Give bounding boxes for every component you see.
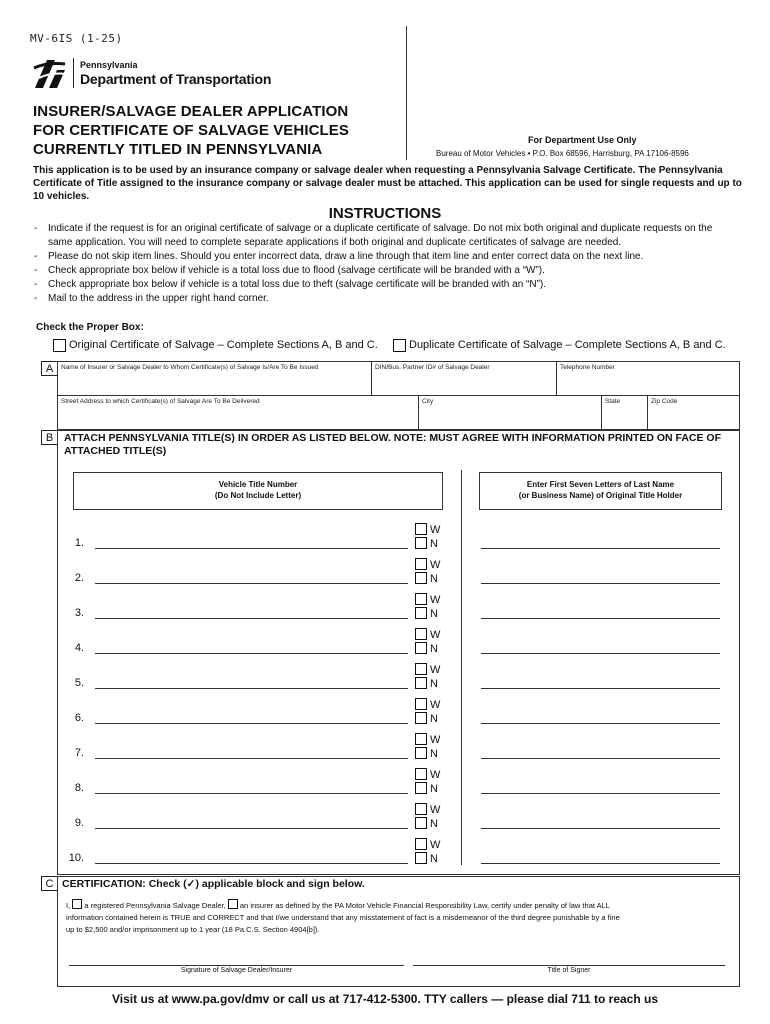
title-number-field[interactable] xyxy=(95,863,408,864)
row-number: 1. xyxy=(74,537,84,549)
section-a-row-divider xyxy=(57,395,740,396)
flood-w-option xyxy=(415,838,440,852)
theft-n-label: N xyxy=(430,608,438,620)
flood-w-label: W xyxy=(430,734,441,746)
last-name-field[interactable] xyxy=(481,828,720,829)
instruction-item: - Check appropriate box below if vehicle is a total loss due to theft (salvage certificate will be branded with an “N”). xyxy=(33,278,738,292)
signature-label: Signature of Salvage Dealer/Insurer xyxy=(180,967,293,974)
instruction-item: - Indicate if the request is for an original certificate of salvage or a duplicate certificate of salvage. Do not mix both original and duplicate requests on the same application. You will need to complete separate applications if both original and duplicate certificates of salvage are needed. xyxy=(33,222,738,250)
flood-theft-checkboxes xyxy=(415,768,440,796)
city-field[interactable] xyxy=(419,408,600,429)
zip-label: Zip Code xyxy=(651,398,678,405)
theft-n-label: N xyxy=(430,748,438,760)
theft-n-checkbox[interactable] xyxy=(415,782,427,794)
flood-w-checkbox[interactable] xyxy=(415,628,427,640)
row-number: 9. xyxy=(74,817,84,829)
flood-w-option xyxy=(415,558,440,572)
theft-n-label: N xyxy=(430,818,438,830)
header-divider xyxy=(406,26,407,160)
theft-n-checkbox[interactable] xyxy=(415,712,427,724)
bureau-address: Bureau of Motor Vehicles • P.O. Box 68596, Harrisburg, PA 17106-8596 xyxy=(436,149,689,158)
title-of-signer-line xyxy=(413,965,725,966)
theft-n-option xyxy=(415,852,440,866)
duplicate-certificate-checkbox[interactable] xyxy=(393,339,406,352)
insurer-name-label: Name of Insurer or Salvage Dealer to Whom Certificate(s) of Salvage Is/Are To Be Issued xyxy=(61,364,319,371)
certification-i: I, xyxy=(66,901,71,910)
title-of-signer-label: Title of Signer xyxy=(547,967,591,974)
last-name-field[interactable] xyxy=(481,688,720,689)
last-name-field[interactable] xyxy=(481,758,720,759)
theft-n-label: N xyxy=(430,573,438,585)
row-number: 8. xyxy=(74,782,84,794)
certification-line: up to $2,500 and/or imprisonment up to 1 year (18 Pa.C.S. Section 4904[b]). xyxy=(66,925,320,934)
department-name: Department of Transportation xyxy=(80,71,272,87)
flood-w-checkbox[interactable] xyxy=(415,593,427,605)
row-number: 4. xyxy=(74,642,84,654)
flood-w-option xyxy=(415,733,440,747)
flood-w-label: W xyxy=(430,769,441,781)
column-header-line: (Do Not Include Letter) xyxy=(214,491,302,500)
title-line: CURRENTLY TITLED IN PENNSYLVANIA xyxy=(33,141,323,158)
vehicle-title-column-header xyxy=(73,472,443,510)
flood-theft-checkboxes xyxy=(415,523,440,551)
theft-n-checkbox[interactable] xyxy=(415,747,427,759)
title-number-field[interactable] xyxy=(95,583,408,584)
intro-text: This application is to be used by an insurance company or salvage dealer when requesting a Pennsylvania Salvage Certificate. The Pennsylvania Certificate of Title assigned to the insurance company or salvage dealer must be attached. This application can be used for single requests and up to 10 vehicles. xyxy=(33,165,742,202)
flood-w-option xyxy=(415,663,440,677)
column-header-line: (or Business Name) of Original Title Holder xyxy=(518,491,683,500)
telephone-field[interactable] xyxy=(557,374,739,394)
flood-w-label: W xyxy=(430,559,441,571)
flood-w-checkbox[interactable] xyxy=(415,803,427,815)
signature-line xyxy=(69,965,404,966)
theft-n-checkbox[interactable] xyxy=(415,817,427,829)
theft-n-label: N xyxy=(430,643,438,655)
flood-w-label: W xyxy=(430,594,441,606)
flood-w-checkbox[interactable] xyxy=(415,768,427,780)
last-name-field[interactable] xyxy=(481,583,720,584)
flood-theft-checkboxes xyxy=(415,593,440,621)
din-label: DIN/Bus. Partner ID# of Salvage Dealer xyxy=(375,364,490,371)
certification-body xyxy=(66,899,736,936)
insurer-name-field[interactable] xyxy=(58,374,370,394)
flood-theft-checkboxes xyxy=(415,628,440,656)
salvage-dealer-label: a registered Pennsylvania Salvage Dealer, xyxy=(84,901,226,910)
penndot-logo-icon xyxy=(33,58,67,90)
title-number-field[interactable] xyxy=(95,828,408,829)
theft-n-label: N xyxy=(430,713,438,725)
title-of-signer-field[interactable] xyxy=(413,945,725,964)
insurer-label: an insurer as defined by the PA Motor Vehicle Financial Responsibility Law, certify under penalty of law that ALL xyxy=(239,901,610,910)
flood-theft-checkboxes xyxy=(415,698,440,726)
title-number-field[interactable] xyxy=(95,723,408,724)
theft-n-checkbox[interactable] xyxy=(415,537,427,549)
last-name-field[interactable] xyxy=(481,618,720,619)
title-line: FOR CERTIFICATE OF SALVAGE VEHICLES xyxy=(33,122,350,139)
duplicate-certificate-label: Duplicate Certificate of Salvage – Complete Sections A, B and C. xyxy=(409,339,726,351)
city-label: City xyxy=(422,398,434,405)
state-name: Pennsylvania xyxy=(80,60,138,70)
salvage-dealer-checkbox[interactable] xyxy=(72,899,82,909)
row-number: 7. xyxy=(74,747,84,759)
theft-n-option xyxy=(415,607,440,621)
flood-w-label: W xyxy=(430,524,441,536)
flood-w-label: W xyxy=(430,804,441,816)
title-number-field[interactable] xyxy=(95,688,408,689)
state-label: State xyxy=(605,398,621,405)
section-b-label: B xyxy=(41,430,58,445)
flood-w-checkbox[interactable] xyxy=(415,733,427,745)
dept-use-label: For Department Use Only xyxy=(528,135,637,145)
section-a-label: A xyxy=(41,361,58,376)
flood-w-option xyxy=(415,628,440,642)
title-number-field[interactable] xyxy=(95,548,408,549)
flood-w-option xyxy=(415,803,440,817)
flood-w-label: W xyxy=(430,629,441,641)
flood-theft-checkboxes xyxy=(415,838,440,866)
instruction-item: - Please do not skip item lines. Should you enter incorrect data, draw a line through that item line and enter correct data on the next line. xyxy=(33,250,738,264)
theft-n-checkbox[interactable] xyxy=(415,642,427,654)
theft-n-option xyxy=(415,677,440,691)
flood-theft-checkboxes xyxy=(415,733,440,761)
flood-w-checkbox[interactable] xyxy=(415,838,427,850)
certification-heading: CERTIFICATION: Check (✓) applicable block and sign below. xyxy=(62,878,365,890)
instructions-list xyxy=(33,222,738,306)
row-number: 10. xyxy=(68,852,84,864)
form-number: MV-6IS (1-25) xyxy=(30,32,123,45)
theft-n-label: N xyxy=(430,678,438,690)
flood-w-checkbox[interactable] xyxy=(415,698,427,710)
certification-line: information contained herein is TRUE and CORRECT and that I/we understand that any misstatement of fact is a misdemeanor of the third degree punishable by a fine xyxy=(66,913,620,922)
theft-n-option xyxy=(415,782,440,796)
title-number-field[interactable] xyxy=(95,653,408,654)
flood-theft-checkboxes xyxy=(415,663,440,691)
din-field[interactable] xyxy=(372,374,555,394)
form-title xyxy=(33,102,349,159)
theft-n-option xyxy=(415,817,440,831)
theft-n-label: N xyxy=(430,783,438,795)
logo-divider xyxy=(73,58,74,88)
flood-w-checkbox[interactable] xyxy=(415,663,427,675)
column-divider xyxy=(461,470,462,865)
flood-w-option xyxy=(415,593,440,607)
last-name-field[interactable] xyxy=(481,793,720,794)
theft-n-checkbox[interactable] xyxy=(415,607,427,619)
last-name-field[interactable] xyxy=(481,653,720,654)
street-address-label: Street Address to which Certificate(s) of Salvage Are To Be Delivered xyxy=(61,398,260,405)
theft-n-checkbox[interactable] xyxy=(415,852,427,864)
flood-w-option xyxy=(415,698,440,712)
theft-n-label: N xyxy=(430,538,438,550)
title-number-field[interactable] xyxy=(95,758,408,759)
theft-n-checkbox[interactable] xyxy=(415,572,427,584)
title-number-field[interactable] xyxy=(95,618,408,619)
theft-n-option xyxy=(415,712,440,726)
last-name-column-header xyxy=(479,472,722,510)
flood-theft-checkboxes xyxy=(415,558,440,586)
telephone-label: Telephone Number xyxy=(560,364,615,371)
original-certificate-checkbox[interactable] xyxy=(53,339,66,352)
theft-n-option xyxy=(415,642,440,656)
title-number-field[interactable] xyxy=(95,793,408,794)
theft-n-option xyxy=(415,747,440,761)
flood-w-label: W xyxy=(430,839,441,851)
street-address-field[interactable] xyxy=(58,408,417,429)
column-header-line: Vehicle Title Number xyxy=(218,480,298,489)
original-certificate-label: Original Certificate of Salvage – Complete Sections A, B and C. xyxy=(69,339,378,351)
section-b-heading: ATTACH PENNSYLVANIA TITLE(S) IN ORDER AS LISTED BELOW. NOTE: MUST AGREE WITH INFORMATION PRINTED ON FACE OF ATTACHED TITLE(S) xyxy=(64,432,722,457)
title-line: INSURER/SALVAGE DEALER APPLICATION xyxy=(33,103,349,120)
row-number: 3. xyxy=(74,607,84,619)
last-name-field[interactable] xyxy=(481,723,720,724)
insurer-checkbox[interactable] xyxy=(228,899,238,909)
footer-contact: Visit us at www.pa.gov/dmv or call us at 717-412-5300. TTY callers — please dial 711 to reach us xyxy=(111,992,659,1006)
flood-w-option xyxy=(415,768,440,782)
last-name-field[interactable] xyxy=(481,863,720,864)
section-c-label: C xyxy=(41,876,58,891)
state-field[interactable] xyxy=(602,408,646,429)
row-number: 5. xyxy=(74,677,84,689)
row-number: 6. xyxy=(74,712,84,724)
instructions-heading: INSTRUCTIONS xyxy=(328,205,442,222)
instruction-item: - Mail to the address in the upper right hand corner. xyxy=(33,292,738,306)
flood-w-option xyxy=(415,523,440,537)
signature-field[interactable] xyxy=(69,945,404,964)
check-proper-label: Check the Proper Box: xyxy=(36,322,144,333)
theft-n-option xyxy=(415,572,440,586)
flood-w-checkbox[interactable] xyxy=(415,558,427,570)
last-name-field[interactable] xyxy=(481,548,720,549)
column-header-line: Enter First Seven Letters of Last Name xyxy=(526,480,675,489)
flood-w-label: W xyxy=(430,699,441,711)
flood-w-label: W xyxy=(430,664,441,676)
flood-w-checkbox[interactable] xyxy=(415,523,427,535)
row-number: 2. xyxy=(74,572,84,584)
instruction-item: - Check appropriate box below if vehicle is a total loss due to flood (salvage certificate will be branded with a “W”). xyxy=(33,264,738,278)
theft-n-label: N xyxy=(430,853,438,865)
zip-field[interactable] xyxy=(648,408,739,429)
theft-n-option xyxy=(415,537,440,551)
theft-n-checkbox[interactable] xyxy=(415,677,427,689)
flood-theft-checkboxes xyxy=(415,803,440,831)
